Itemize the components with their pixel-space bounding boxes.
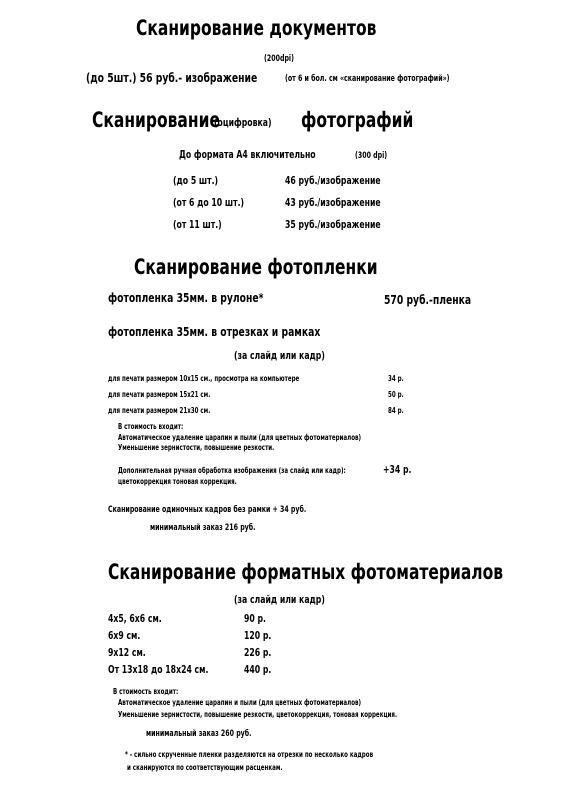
docs-note: (от 6 и бол. см «сканирование фотографий») xyxy=(285,74,450,84)
film-extra-price: +34 р. xyxy=(383,464,412,476)
photos-qty-2: (от 6 до 10 шт.) xyxy=(173,197,245,209)
film-cut-label: фотопленка 35мм. в отрезках и рамках xyxy=(108,324,321,339)
formats-price-2: 120 р. xyxy=(244,630,272,642)
film-row-label-3: для печати размером 21х30 см. xyxy=(108,406,211,415)
film-per-unit: (за слайд или кадр) xyxy=(234,350,325,362)
film-includes-1: Автоматическое удаление царапин и пыли (для цветных фотоматериалов) xyxy=(118,433,362,442)
formats-price-1: 90 р. xyxy=(244,613,266,625)
formats-size-4: От 13х18 до 18х24 см. xyxy=(108,664,209,676)
docs-price-line: (до 5шт.) 56 руб.- изображение xyxy=(86,70,258,85)
film-row-price-1: 34 р. xyxy=(388,374,404,383)
formats-size-2: 6х9 см. xyxy=(108,630,141,642)
photos-title-photos: фотографий xyxy=(301,108,414,132)
formats-size-1: 4х5, 6х6 см. xyxy=(108,613,162,625)
film-row-price-3: 84 р. xyxy=(388,406,404,415)
formats-includes-1: Автоматическое удаление царапин и пыли (для цветных фотоматериалов) xyxy=(118,698,362,707)
formats-size-3: 9х12 см. xyxy=(108,647,146,659)
photos-dpi: (300 dpi) xyxy=(355,151,388,161)
film-row-price-2: 50 р. xyxy=(388,390,404,399)
formats-title: Сканирование форматных фотоматериалов xyxy=(108,560,504,584)
film-row-label-1: для печати размером 10х15 см., просмотра на компьютере xyxy=(108,374,300,383)
film-extra-detail: цветокоррекция тоновая коррекция. xyxy=(118,477,237,486)
docs-dpi: (200dpi) xyxy=(264,54,294,64)
photos-format-line: До формата А4 включительно xyxy=(179,149,316,161)
formats-per-unit: (за слайд или кадр) xyxy=(234,594,325,606)
photos-title-digit: (оцифровка) xyxy=(214,117,272,129)
film-extra-label: Дополнительная ручная обработка изображения (за слайд или кадр): xyxy=(118,466,346,475)
photos-title-scan: Сканирование xyxy=(92,108,220,132)
docs-title: Сканирование документов xyxy=(136,16,377,40)
photos-price-3: 35 руб./изображение xyxy=(285,219,381,231)
photos-qty-3: (от 11 шт.) xyxy=(173,219,222,231)
formats-min-order: минимальный заказ 260 руб. xyxy=(146,729,252,739)
film-min-order: минимальный заказ 216 руб. xyxy=(150,523,256,533)
footnote-line-2: и сканируются по соответствующим расценкам. xyxy=(127,763,283,772)
film-row-label-2: для печати размером 15х21 см. xyxy=(108,390,211,399)
formats-price-3: 226 р. xyxy=(244,647,272,659)
film-single-frames: Сканирование одиночных кадров без рамки + 34 руб. xyxy=(108,505,307,515)
film-roll-price: 570 руб.-пленка xyxy=(384,292,472,307)
formats-includes-2: Уменьшение зернистости, повышение резкости, цветокоррекция, тоновая коррекция. xyxy=(118,710,398,719)
formats-includes-title: В стоимость входит: xyxy=(113,687,179,696)
photos-qty-1: (до 5 шт.) xyxy=(173,175,219,187)
film-roll-label: фотопленка 35мм. в рулоне* xyxy=(108,290,264,305)
photos-price-2: 43 руб./изображение xyxy=(285,197,381,209)
film-includes-title: В стоимость входит: xyxy=(118,422,184,431)
photos-price-1: 46 руб./изображение xyxy=(285,175,381,187)
film-includes-2: Уменьшение зернистости, повышение резкости. xyxy=(118,443,275,452)
film-title: Сканирование фотопленки xyxy=(134,255,378,279)
footnote-line-1: * - сильно скрученные пленки разделяются на отрезки по несколько кадров xyxy=(125,750,374,759)
formats-price-4: 440 р. xyxy=(244,664,272,676)
